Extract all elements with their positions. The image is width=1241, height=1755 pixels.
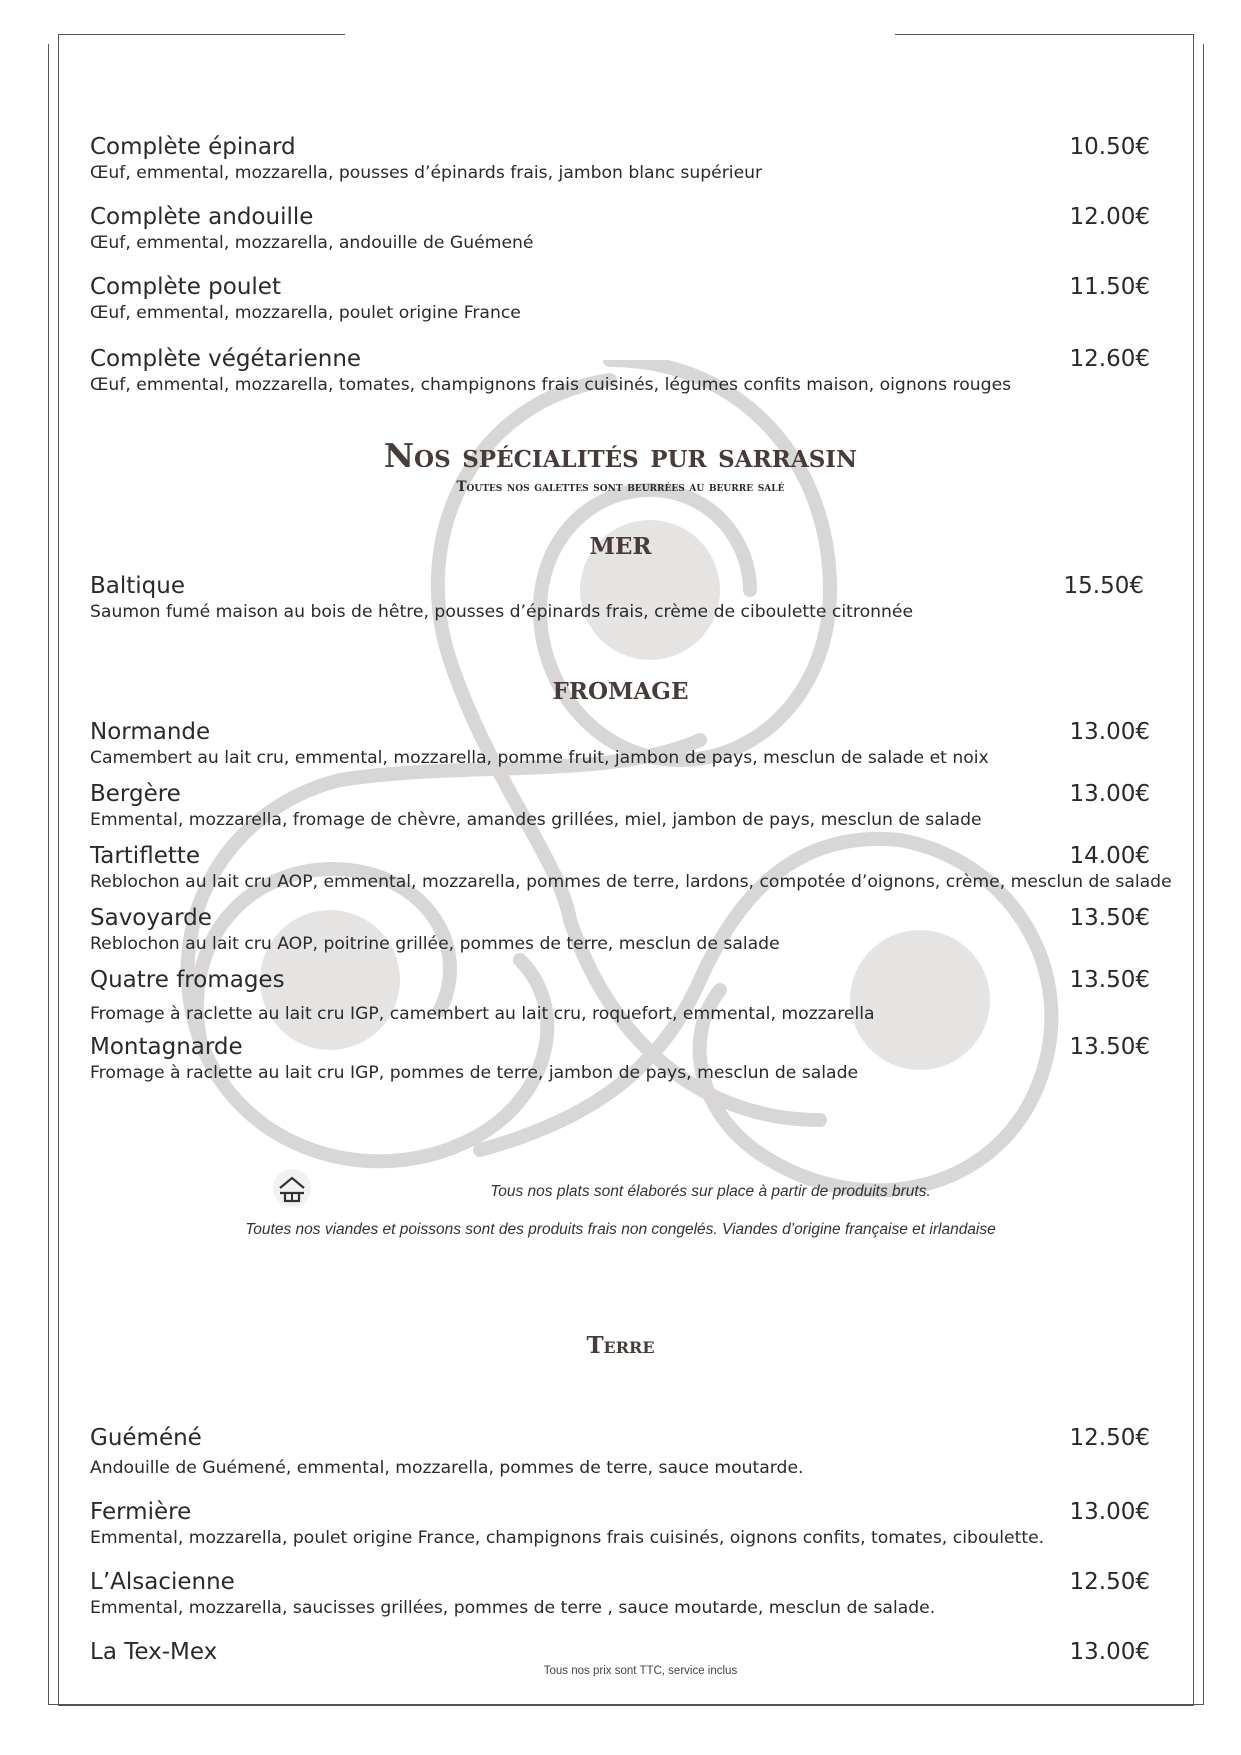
item-description: Œuf, emmental, mozzarella, tomates, champignons frais cuisinés, légumes confits maison, oignons rouges bbox=[90, 375, 1012, 395]
item-price: 11.50€ bbox=[1069, 274, 1150, 300]
item-name: Complète poulet bbox=[90, 274, 281, 300]
section-title-mer: MER bbox=[589, 533, 652, 560]
item-name: La Tex-Mex bbox=[90, 1639, 218, 1665]
menu-item bbox=[90, 904, 1150, 956]
menu-item bbox=[90, 1424, 1150, 1480]
item-description: Œuf, emmental, mozzarella, pousses d’épinards frais, jambon blanc supérieur bbox=[90, 163, 763, 183]
item-name: Bergère bbox=[90, 781, 181, 807]
item-price: 13.50€ bbox=[1069, 1034, 1150, 1060]
item-price: 13.00€ bbox=[1069, 781, 1150, 807]
menu-item bbox=[90, 842, 1172, 894]
menu-item bbox=[90, 718, 1150, 770]
item-description: Andouille de Guémené, emmental, mozzarella, pommes de terre, sauce moutarde. bbox=[90, 1458, 804, 1478]
item-name: Complète épinard bbox=[90, 134, 296, 160]
item-name: Baltique bbox=[90, 573, 185, 599]
item-description: Saumon fumé maison au bois de hêtre, pousses d’épinards frais, crème de ciboulette citronnée bbox=[90, 602, 914, 622]
item-price: 14.00€ bbox=[1069, 843, 1150, 869]
section-title-terre: Terre bbox=[586, 1332, 655, 1359]
item-name: Fermière bbox=[90, 1499, 192, 1525]
item-description: Emmental, mozzarella, saucisses grillées, pommes de terre , sauce moutarde, mesclun de salade. bbox=[90, 1598, 936, 1618]
footer-note: Tous nos prix sont TTC, service inclus bbox=[543, 1665, 738, 1677]
item-description: Fromage à raclette au lait cru IGP, camembert au lait cru, roquefort, emmental, mozzarella bbox=[90, 1004, 875, 1024]
item-description: Œuf, emmental, mozzarella, andouille de Guémené bbox=[90, 233, 534, 253]
item-description: Œuf, emmental, mozzarella, poulet origine France bbox=[90, 303, 521, 323]
menu-item bbox=[90, 1638, 1150, 1666]
item-price: 13.00€ bbox=[1069, 1639, 1150, 1665]
item-name: Normande bbox=[90, 719, 211, 745]
item-name: Savoyarde bbox=[90, 905, 212, 931]
item-price: 12.00€ bbox=[1069, 204, 1150, 230]
note-origine-viandes: Toutes nos viandes et poissons sont des produits frais non congelés. Viandes d’origine française et irlandaise bbox=[245, 1221, 996, 1238]
menu-item bbox=[90, 133, 1150, 185]
menu-item bbox=[90, 273, 1150, 325]
item-description: Reblochon au lait cru AOP, emmental, mozzarella, pommes de terre, lardons, compotée d’oignons, crème, mesclun de salade bbox=[90, 872, 1172, 892]
item-name: Guéméné bbox=[90, 1425, 202, 1451]
menu-item bbox=[90, 1568, 1150, 1620]
item-price: 15.50€ bbox=[1063, 573, 1144, 599]
item-price: 13.50€ bbox=[1069, 967, 1150, 993]
item-price: 12.50€ bbox=[1069, 1569, 1150, 1595]
item-price: 13.50€ bbox=[1069, 905, 1150, 931]
item-price: 12.60€ bbox=[1069, 346, 1150, 372]
item-description: Reblochon au lait cru AOP, poitrine grillée, pommes de terre, mesclun de salade bbox=[90, 934, 780, 954]
item-name: Complète andouille bbox=[90, 204, 314, 230]
item-price: 13.00€ bbox=[1069, 719, 1150, 745]
menu-item bbox=[90, 1033, 1150, 1085]
item-name: Montagnarde bbox=[90, 1034, 243, 1060]
frame-gap bbox=[345, 28, 895, 52]
item-description: Emmental, mozzarella, fromage de chèvre, amandes grillées, miel, jambon de pays, mesclun de salade bbox=[90, 810, 982, 830]
item-price: 10.50€ bbox=[1069, 134, 1150, 160]
section-title-fromage: FROMAGE bbox=[552, 678, 689, 705]
menu-item bbox=[90, 345, 1150, 397]
menu-item bbox=[90, 780, 1150, 832]
menu-item bbox=[90, 1498, 1150, 1550]
item-name: Tartiflette bbox=[90, 843, 201, 869]
section-title-specialites: Nos spécialités pur sarrasin bbox=[383, 436, 858, 475]
item-name: L’Alsacienne bbox=[90, 1569, 235, 1595]
item-description: Fromage à raclette au lait cru IGP, pommes de terre, jambon de pays, mesclun de salade bbox=[90, 1063, 859, 1083]
item-description: Camembert au lait cru, emmental, mozzarella, pomme fruit, jambon de pays, mesclun de salade et noix bbox=[90, 748, 989, 768]
section-subtitle: Toutes nos galettes sont beurrées au beurre salé bbox=[456, 479, 785, 495]
item-name: Complète végétarienne bbox=[90, 346, 362, 372]
menu-item bbox=[90, 203, 1150, 255]
menu-item bbox=[90, 966, 1150, 1026]
item-price: 12.50€ bbox=[1069, 1425, 1150, 1451]
item-description: Emmental, mozzarella, poulet origine France, champignons frais cuisinés, oignons confits, tomates, ciboulette. bbox=[90, 1528, 1045, 1548]
item-name: Quatre fromages bbox=[90, 967, 285, 993]
menu-item bbox=[90, 572, 1144, 624]
note-fait-maison: Tous nos plats sont élaborés sur place à partir de produits bruts. bbox=[490, 1183, 931, 1200]
item-price: 13.00€ bbox=[1069, 1499, 1150, 1525]
